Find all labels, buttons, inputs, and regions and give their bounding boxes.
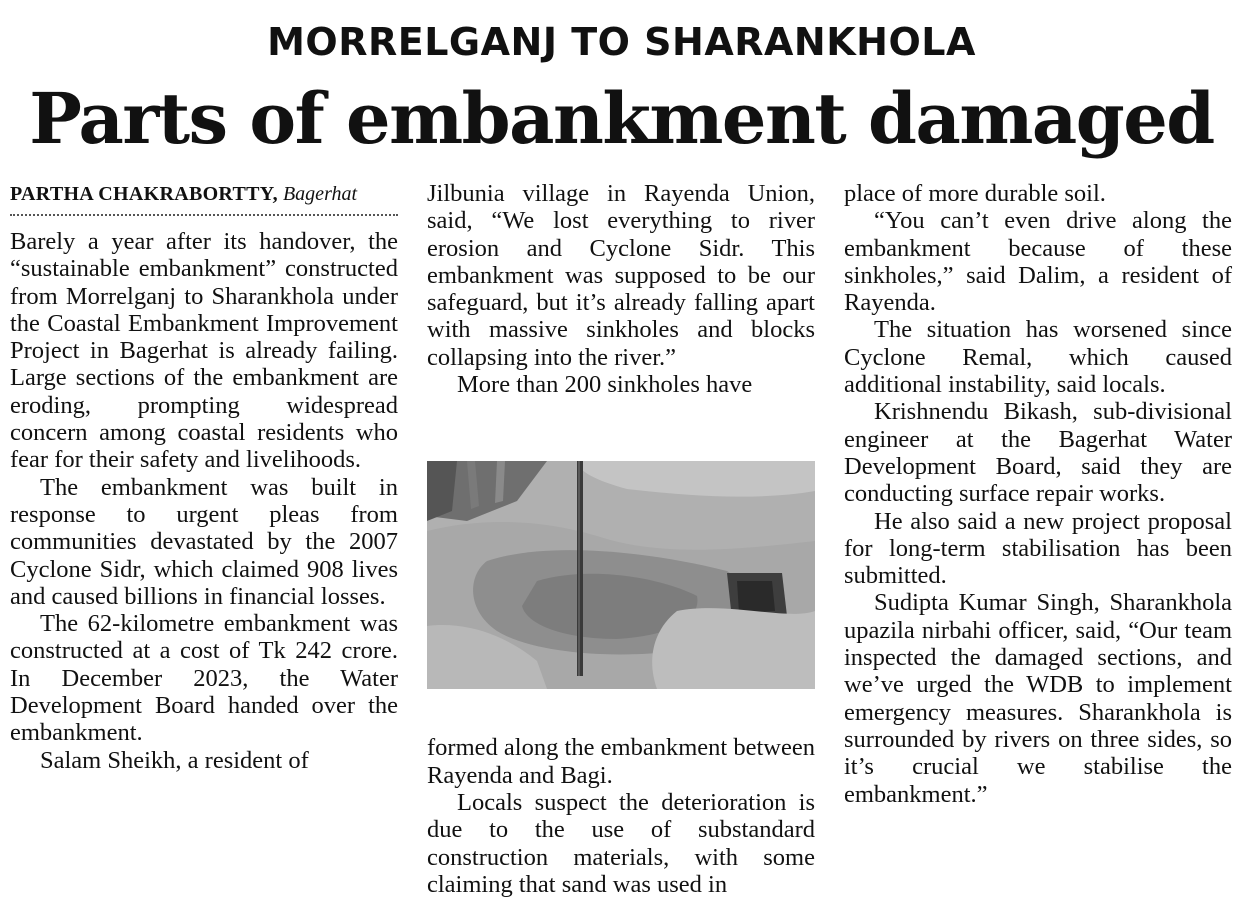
paragraph: The embankment was built in response to urgent pleas from communities devastated by the 2007 Cyclone Sidr, which claimed 908 lives and caused billions in financial losses. bbox=[10, 473, 398, 610]
paragraph: formed along the embankment between Rayenda and Bagi. bbox=[427, 734, 815, 789]
paragraph: Locals suspect the deterioration is due to the use of substandard construction materials, with some claiming that sand was used in bbox=[427, 788, 815, 898]
byline-author: PARTHA CHAKRABORTTY, bbox=[10, 183, 278, 205]
paragraph: “You can’t even drive along the embankment because of these sinkholes,” said Dalim, a resident of Rayenda. bbox=[844, 207, 1232, 317]
column-1 bbox=[10, 180, 398, 774]
column-2 bbox=[427, 180, 815, 898]
paragraph: He also said a new project proposal for long-term stabilisation has been submitted. bbox=[844, 507, 1232, 590]
photo-illustration bbox=[427, 461, 815, 689]
paragraph: The situation has worsened since Cyclone Remal, which caused additional instability, said locals. bbox=[844, 316, 1232, 399]
paragraph: The 62-kilometre embankment was constructed at a cost of Tk 242 crore. In December 2023, the Water Development Board handed over the embankment. bbox=[10, 610, 398, 747]
paragraph: Krishnendu Bikash, sub-divisional engineer at the Bagerhat Water Development Board, said they are conducting surface repair works. bbox=[844, 398, 1232, 508]
headline: Parts of embankment damaged bbox=[29, 77, 1214, 160]
byline-divider bbox=[10, 214, 398, 216]
paragraph: More than 200 sinkholes have bbox=[457, 371, 753, 399]
byline-location: Bagerhat bbox=[282, 183, 358, 205]
sinkhole-photo bbox=[427, 461, 815, 689]
paragraph: Sudipta Kumar Singh, Sharankhola upazila nirbahi officer, said, “Our team inspected the damaged sections, and we’ve urged the WDB to implement emergency measures. Sharankhola is surrounded by rivers on three sides, so it’s crucial we stabilise the embankment.” bbox=[844, 589, 1232, 808]
byline bbox=[10, 180, 398, 208]
column-3 bbox=[844, 180, 1232, 808]
paragraph: Jilbunia village in Rayenda Union, said, “We lost everything to river erosion and Cyclone Sidr. This embankment was supposed to be our safeguard, but it’s already falling apart with massive sinkholes and blocks collapsing into the river.” bbox=[427, 180, 815, 371]
paragraph: place of more durable soil. bbox=[844, 180, 1106, 207]
paragraph: Salam Sheikh, a resident of bbox=[40, 746, 309, 774]
kicker: MORRELGANJ TO SHARANKHOLA bbox=[267, 20, 976, 64]
paragraph: Barely a year after its handover, the “sustainable embankment” constructed from Morrelganj to Sharankhola under the Coastal Embankment Improvement Project in Bagerhat is already failing. Large sections of the embankment are eroding, prompting widespread concern among coastal residents who fear for their safety and livelihoods. bbox=[10, 228, 398, 474]
